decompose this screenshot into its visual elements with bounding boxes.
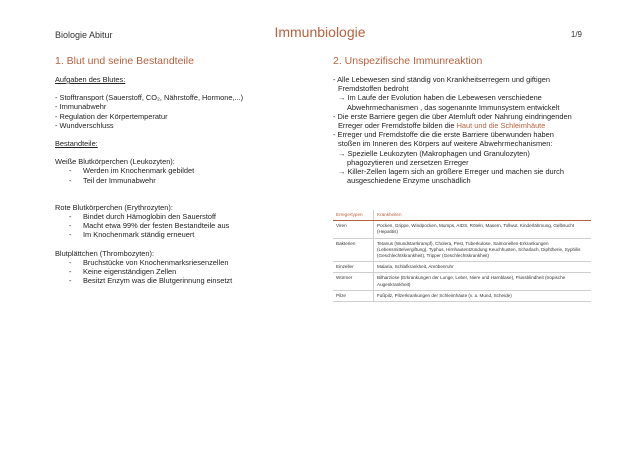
thrombo-item-text: Keine eigenständigen Zellen xyxy=(83,267,177,277)
page-number: 1/9 xyxy=(570,30,582,39)
page-title: Immunbiologie xyxy=(274,24,366,40)
table-header-row xyxy=(333,210,591,221)
paragraph-line xyxy=(333,121,603,130)
table-cell: Pilze xyxy=(333,290,374,301)
paragraph-line: phagozytieren und zersetzen Erreger xyxy=(347,157,469,167)
bestandteile-title: Bestandteile: xyxy=(55,139,98,149)
ery-item-text: Bindet durch Hämoglobin den Sauerstoff xyxy=(83,212,216,222)
ery-item-text: Im Knochenmark ständig erneuert xyxy=(83,230,195,240)
leuko-item: - Werden im Knochenmark gebildet xyxy=(55,166,315,175)
paragraph-line: ausgeschiedene Enzyme unschädlich xyxy=(347,176,471,186)
paragraph-line: → Im Laufe der Evolution haben die Lebewesen verschiedene xyxy=(338,93,542,103)
table-header-cell: Erregertypen xyxy=(333,210,374,221)
paragraph-line: Abwehrmechanismen , das sogenannte Immunsystem entwickelt xyxy=(347,102,560,112)
paragraph-line: - Die erste Barriere gegen die über Atemluft oder Nahrung eindringenden xyxy=(333,111,572,121)
leuko-item-text: Werden im Knochenmark gebildet xyxy=(83,166,195,176)
section-heading-immunreaktion: 2. Unspezifische Immunreaktion xyxy=(333,55,483,67)
section-heading-blut: 1. Blut und seine Bestandteile xyxy=(55,55,194,67)
aufgaben-item: - Regulation der Körpertemperatur xyxy=(55,111,168,121)
table-cell: Würmer xyxy=(333,273,374,290)
thrombo-item: - Bruchstücke von Knochenmarksriesenzellen xyxy=(55,258,315,267)
leuko-title: Weiße Blutkörperchen (Leukozyten): xyxy=(55,157,175,167)
paragraph-line: Fremdstoffen bedroht xyxy=(338,84,409,94)
right-column xyxy=(333,75,603,185)
table-cell: Bakterien xyxy=(333,238,374,262)
paragraph-line: - Erreger und Fremdstoffe die die erste Barriere überwunden haben xyxy=(333,130,554,140)
thrombo-item-text: Besitzt Enzym was die Blutgerinnung einsetzt xyxy=(83,276,233,286)
table-row xyxy=(333,273,591,290)
table-row xyxy=(333,262,591,273)
leuko-item-text: Teil der Immunabwehr xyxy=(83,175,156,185)
aufgaben-item: - Wundverschluss xyxy=(55,120,114,130)
paragraph-line: → Killer-Zellen lagern sich an größere Erreger und machen sie durch xyxy=(338,167,564,177)
table-cell: Bilharziose (Erkrankungen der Lunge, Leber, Niere und Harnblase), Flussblindheit (tropische Augenkrankheit) xyxy=(374,273,592,290)
aufgaben-title: Aufgaben des Blutes: xyxy=(55,75,126,84)
erreger-table xyxy=(333,210,591,302)
table-row xyxy=(333,290,591,301)
table-cell: Tetanus (Wundstarrkrampf), Cholera, Pest, Tuberkulose, Salmonellen-Erkrankungen (Lebensmittelvergiftung), Typhus, Hirnhautentzündung Keuchhusten, Scharlach, Diphtherie, Syphilis (Geschlechtskrankheit), Tripper (Geschlechtskrankheit) xyxy=(374,238,592,262)
aufgaben-item: - Immunabwehr xyxy=(55,102,107,112)
paragraph-line: - Alle Lebewesen sind ständig von Krankheitserregern und giftigen xyxy=(333,75,550,84)
paragraph-line: → Spezielle Leukozyten (Makrophagen und Granulozyten) xyxy=(338,148,530,158)
thrombo-item: - Besitzt Enzym was die Blutgerinnung einsetzt xyxy=(55,276,315,285)
table-cell: Fußpilz, Pilzerkrankungen der Schleimhäute (v. a. Mund, Scheide) xyxy=(374,290,592,301)
paragraph-text: Erreger oder Fremdstoffe bilden die xyxy=(338,121,457,131)
ery-item-text: Macht etwa 99% der festen Bestandteile aus xyxy=(83,221,230,231)
ery-item: - Macht etwa 99% der festen Bestandteile aus xyxy=(55,221,315,230)
table-cell: Viren xyxy=(333,221,374,238)
table-cell: Einzeller xyxy=(333,262,374,273)
header-subject: Biologie Abitur xyxy=(55,30,113,40)
leuko-item: - Teil der Immunabwehr xyxy=(55,176,315,185)
highlight-haut: Haut und die Schleimhäute xyxy=(456,121,546,131)
ery-item: - Im Knochenmark ständig erneuert xyxy=(55,230,315,239)
thrombo-title: Blutplättchen (Thrombozyten): xyxy=(55,248,154,258)
table-header-cell: Krankheiten xyxy=(374,210,592,221)
paragraph-line: stoßen im Inneren des Körpers auf weitere Abwehrmechanismen: xyxy=(338,139,553,149)
table-cell: Malaria, Schlafkrankheit, Amöbenruhr xyxy=(374,262,592,273)
table-cell: Pocken, Grippe, Windpocken, Mumps, AIDS, Röteln, Masern, Tollwut, Kinderlähmung, Gelbsucht (Hepatitis) xyxy=(374,221,592,238)
table-row xyxy=(333,238,591,262)
ery-item: - Bindet durch Hämoglobin den Sauerstoff xyxy=(55,212,315,221)
table-row xyxy=(333,221,591,238)
aufgaben-item: - Stofftransport (Sauerstoff, CO₂, Nährstoffe, Hormone,...) xyxy=(55,93,244,103)
thrombo-item-text: Bruchstücke von Knochenmarksriesenzellen xyxy=(83,257,229,267)
thrombo-item: - Keine eigenständigen Zellen xyxy=(55,267,315,276)
left-column xyxy=(55,75,315,285)
ery-title: Rote Blutkörperchen (Erythrozyten): xyxy=(55,202,173,212)
